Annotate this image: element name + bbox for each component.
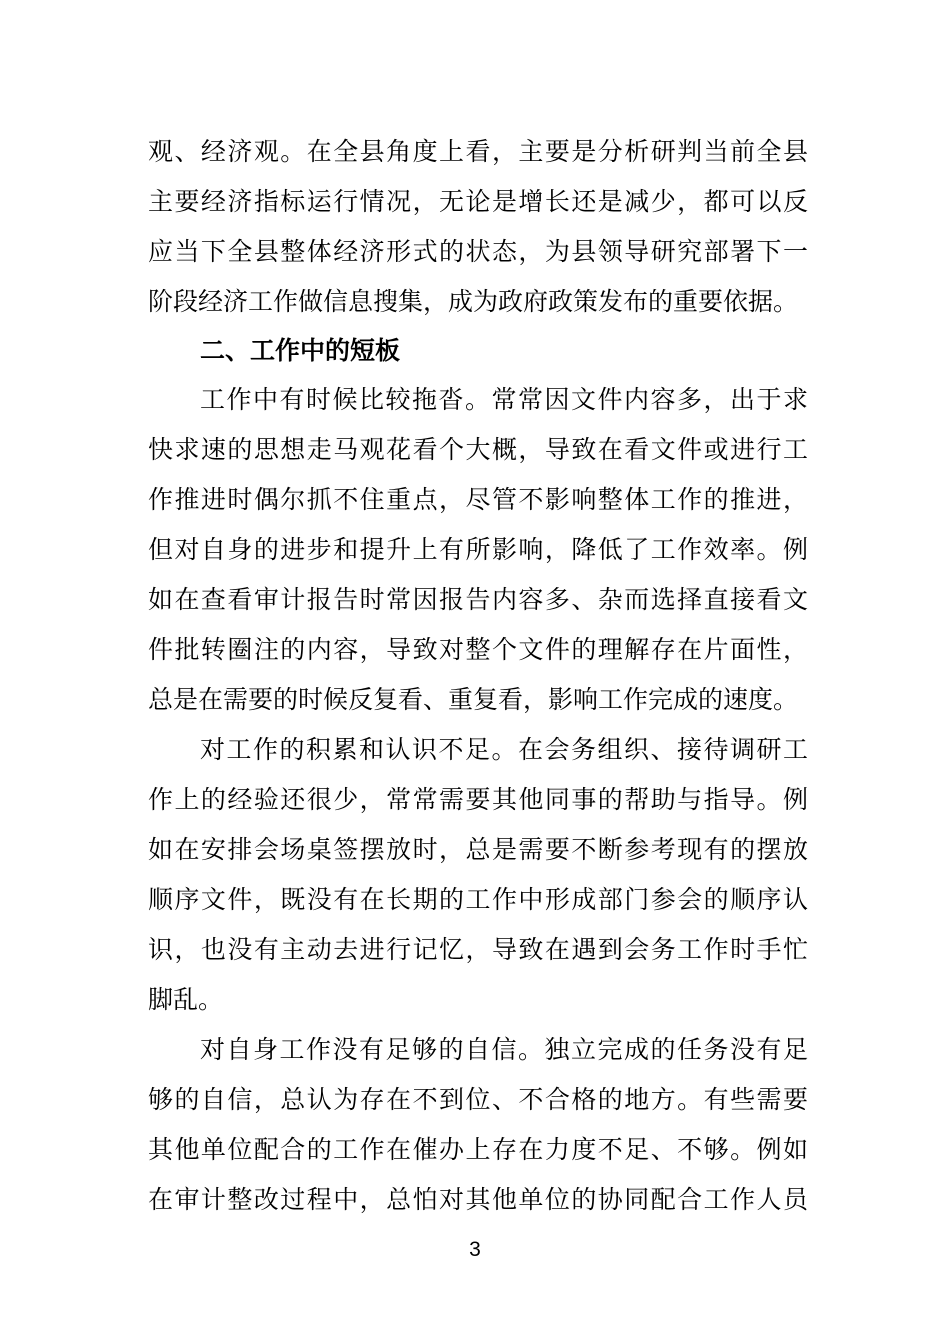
text-line: 快求速的思想走马观花看个大概，导致在看文件或进行工 [148, 435, 808, 464]
text-line: 件批转圈注的内容，导致对整个文件的理解存在片面性， [148, 635, 808, 664]
text-line: 对工作的积累和认识不足。在会务组织、接待调研工 [200, 735, 808, 764]
text-line: 应当下全县整体经济形式的状态，为县领导研究部署下一 [148, 237, 808, 266]
text-line: 够的自信，总认为存在不到位、不合格的地方。有些需要 [148, 1085, 808, 1114]
text-line: 阶段经济工作做信息搜集，成为政府政策发布的重要依据。 [148, 287, 799, 316]
text-line: 顺序文件，既没有在长期的工作中形成部门参会的顺序认 [148, 885, 808, 914]
text-line: 但对自身的进步和提升上有所影响，降低了工作效率。例 [148, 535, 808, 564]
text-line: 如在安排会场桌签摆放时，总是需要不断参考现有的摆放 [148, 835, 808, 864]
text-line: 主要经济指标运行情况，无论是增长还是减少，都可以反 [148, 187, 808, 216]
page-number: 3 [469, 1238, 481, 1261]
text-line: 其他单位配合的工作在催办上存在力度不足、不够。例如 [148, 1135, 808, 1164]
text-line: 总是在需要的时候反复看、重复看，影响工作完成的速度。 [148, 685, 799, 714]
text-line: 观、经济观。在全县角度上看，主要是分析研判当前全县 [148, 137, 808, 166]
text-line: 识，也没有主动去进行记忆，导致在遇到会务工作时手忙 [148, 935, 808, 964]
text-line: 作推进时偶尔抓不住重点，尽管不影响整体工作的推进， [148, 485, 808, 514]
text-line: 对自身工作没有足够的自信。独立完成的任务没有足 [200, 1035, 808, 1064]
text-line: 作上的经验还很少，常常需要其他同事的帮助与指导。例 [148, 785, 808, 814]
text-line: 脚乱。 [148, 985, 224, 1014]
text-line: 在审计整改过程中，总怕对其他单位的协同配合工作人员 [148, 1185, 808, 1214]
section-heading: 二、工作中的短板 [200, 336, 401, 365]
text-line: 工作中有时候比较拖沓。常常因文件内容多，出于求 [200, 385, 808, 414]
text-line: 如在查看审计报告时常因报告内容多、杂而选择直接看文 [148, 585, 808, 614]
